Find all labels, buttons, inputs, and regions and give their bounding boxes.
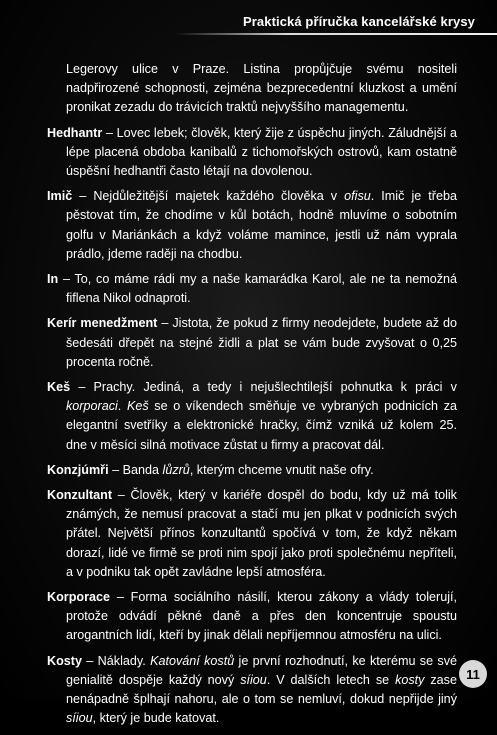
entry-term: Konzjúmři	[47, 462, 109, 477]
entry-dash: –	[72, 189, 94, 204]
header-rule	[175, 33, 497, 35]
glossary-entry	[47, 270, 457, 308]
entry-dash: –	[58, 272, 75, 287]
entry-term: Korporace	[47, 590, 110, 605]
entry-dash: –	[70, 380, 94, 395]
entry-term: Hedhantr	[47, 125, 103, 140]
glossary-entry-continuation	[47, 60, 457, 118]
entry-text-italic: korporaci	[66, 399, 118, 414]
entry-text: Nejdůležitější majetek každého člověka v	[93, 189, 345, 204]
entry-term: Imič	[47, 189, 73, 204]
glossary-entry	[47, 652, 457, 729]
glossary-entry	[47, 314, 457, 372]
entry-dash: –	[102, 125, 117, 140]
running-header: Praktická příručka kancelářské krysy	[243, 14, 475, 29]
entry-text-italic: Keš	[126, 399, 149, 414]
glossary-entry	[47, 124, 457, 182]
entry-text-italic: síiou	[240, 672, 267, 687]
entry-text: zase nenápadně šplhají nahoru, ale o tom se nemluví, dokud nepřijde jiný	[66, 672, 457, 707]
entry-text: Prachy. Jediná, a tedy i nejušlechtilejší pohnutka k práci v	[93, 380, 457, 395]
entry-text-italic: kosty	[395, 672, 425, 687]
entry-text-italic: síiou	[66, 711, 93, 726]
entry-term: In	[47, 272, 59, 287]
page-number-badge: 11	[459, 660, 487, 688]
glossary-entry	[47, 461, 457, 480]
glossary-entry	[47, 187, 457, 264]
entry-text: . V dalších letech se	[266, 672, 396, 687]
entry-text: je první rozhodnutí, ke kterému se své genialitě dospěje každý nový	[66, 653, 457, 687]
entry-dash: –	[108, 462, 123, 477]
entry-text: Legerovy ulice v Praze. Listina propůjčuje svému nositeli nadpřirozené schopnosti, zejména bezprecedentní kluzkost a umění pronikat zezadu do trávicích traktů nejvyššího managementu.	[66, 62, 457, 115]
glossary-entry	[47, 378, 457, 455]
entry-dash: –	[110, 590, 131, 605]
entry-text: To, co máme rádi my a naše kamarádka Karol, ale ne ta nemožná fiflena Nikol odnaproti.	[66, 272, 457, 306]
entry-dash: –	[157, 316, 173, 331]
entry-text: Banda	[122, 462, 163, 477]
entry-dash: –	[112, 488, 131, 503]
entry-term: Kerír menedžment	[47, 316, 158, 331]
entry-term: Konzultant	[47, 488, 113, 503]
entry-text: , kterým chceme vnutit naše ofry.	[189, 462, 374, 477]
entry-term: Keš	[47, 380, 71, 395]
glossary-content	[47, 60, 457, 735]
entry-text: Forma sociálního násilí, kterou zákony a vlády tolerují, protože odvádí pěkné daně a přes den koncentruje spoustu arogantních lidí, kteří by jinak dělali nepříjemnou atmosféru na ulici.	[66, 590, 457, 643]
glossary-entry	[47, 588, 457, 646]
entry-text: Člověk, který v kariéře dospěl do bodu, kdy už má tolik známých, že nemusí pracovat a stačí mu jen plkat v podnicích svých přátel. Největší přínos konzultantů spočívá v tom, že když někam dorazí, lidé ve firmě se proti nim spojí jako proti společnému nepříteli, a v podniku tak opět zavládne lepší atmosféra.	[66, 488, 457, 579]
entry-text: , který je bude katovat.	[92, 711, 220, 726]
entry-text-italic: Katování kostů	[150, 653, 235, 668]
entry-text: .	[117, 399, 127, 414]
glossary-entry	[47, 486, 457, 582]
entry-text: . Imič je třeba pěstovat tím, že chodíme v kůl botách, hodně mluvíme o sobotním golfu v Mariánkách a když voláme mamince, jestli už nám vyprala prádlo, jdeme raději na chodbu.	[66, 189, 457, 261]
entry-text: Jistota, že pokud z firmy neodejdete, budete až do šedesáti dřepět na stejné židli a plat se vám bude zvyšovat o 0,25 procenta ročně.	[66, 316, 457, 369]
entry-text: Náklady.	[97, 653, 151, 668]
entry-text: se o víkendech směňuje ve vybraných podnicích za elegantní svetříky a elektronické hračky, čímž vzniká už kolem 25. dne v měsíci silná motivace zůstat u firmy a pracovat dál.	[66, 399, 457, 452]
entry-term: Kosty	[47, 653, 82, 668]
entry-text-italic: lůzrů	[162, 462, 190, 477]
entry-dash: –	[82, 653, 98, 668]
entry-text-italic: ofisu	[344, 189, 371, 204]
entry-text: Lovec lebek; člověk, který žije z úspěchu jiných. Záludnější a lépe placená obdoba kanibalů z tichomořských ostrovů, kam ostatně úspěšní hedhantři často létají na dovolenou.	[66, 125, 457, 179]
